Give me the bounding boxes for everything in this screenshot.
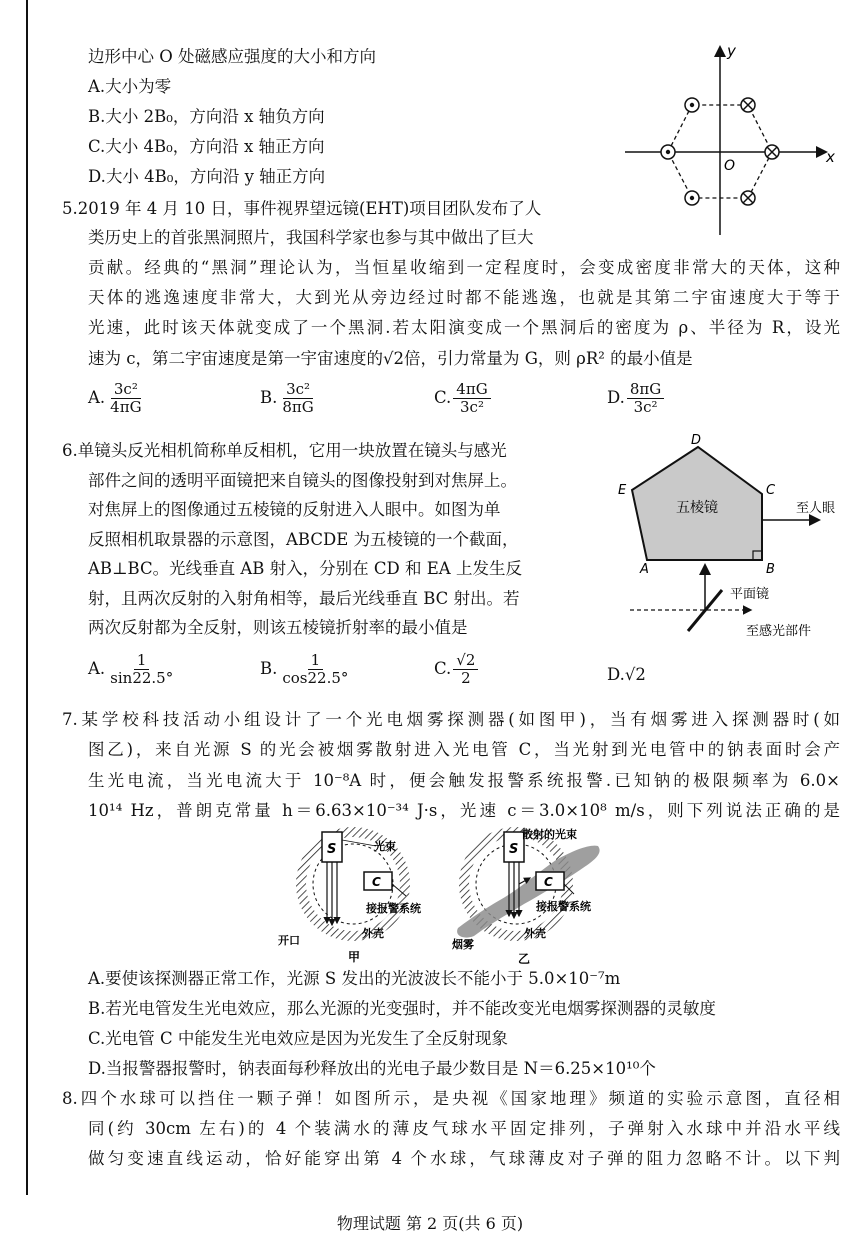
cross-in-icon bbox=[765, 145, 779, 159]
q8-line-3: 做匀变速直线运动，恰好能穿出第 4 个水球，气球薄皮对子弹的阻力忽略不计。以下判 bbox=[88, 1149, 840, 1168]
cross-in-icon bbox=[741, 191, 755, 205]
q7-b-tube-label: C bbox=[544, 875, 553, 889]
q7-option-c: C.光电管 C 中能发生光电效应是因为光发生了全反射现象 bbox=[88, 1029, 508, 1048]
q7-a-shell-label: 外壳 bbox=[362, 927, 384, 940]
q4-stem-tail: 边形中心 O 处磁感应强度的大小和方向 bbox=[88, 47, 377, 66]
q7-a-source-label: S bbox=[327, 842, 337, 857]
q6-option-c: C. $\frac{√2}{2}$ bbox=[434, 652, 478, 687]
binding-line bbox=[26, 0, 28, 1195]
q6-vertex-c: C bbox=[766, 483, 776, 498]
q7-detector-figure bbox=[278, 826, 608, 966]
q6-line-3: 对焦屏上的图像通过五棱镜的反射进入人眼中。如图为单 bbox=[88, 500, 501, 519]
q6-line-6: 射，且两次反射的入射角相等，最后光线垂直 BC 射出。若 bbox=[88, 589, 520, 608]
q7-line-1: 7.某学校科技活动小组设计了一个光电烟雾探测器(如图甲)，当有烟雾进入探测器时(如 bbox=[62, 710, 840, 729]
q7-figure-b-label: 乙 bbox=[518, 952, 531, 966]
q7-a-beam-label: 光束 bbox=[374, 840, 396, 853]
q5-line-2: 类历史上的首张黑洞照片，我国科学家也参与其中做出了巨大 bbox=[88, 228, 534, 247]
q7-a-alarm-label: 接报警系统 bbox=[366, 902, 421, 915]
q6-vertex-d: D bbox=[691, 433, 702, 448]
q5-line-6: 速为 c，第二宇宙速度是第一宇宙速度的√2倍，引力常量为 G，则 ρR² 的最小值是 bbox=[88, 349, 693, 368]
q4-hexagon-figure bbox=[620, 40, 840, 240]
cross-in-icon bbox=[741, 98, 755, 112]
q6-mirror-label: 平面镜 bbox=[730, 587, 770, 602]
q5-option-b: B. $\frac{\text{3c²}}{8\pi G}$ bbox=[260, 380, 314, 416]
q6-line-5: AB⊥BC。光线垂直 AB 射入，分别在 CD 和 EA 上发生反 bbox=[88, 559, 522, 578]
q7-b-shell-label: 外壳 bbox=[524, 927, 546, 940]
q6-option-d: D.√2 bbox=[607, 665, 646, 684]
detector-b bbox=[451, 827, 600, 966]
q7-figure-a-label: 甲 bbox=[348, 950, 361, 964]
q4-option-d: D.大小 4B₀，方向沿 y 轴正方向 bbox=[88, 167, 326, 186]
q5-option-c: C. $\frac{4\pi G}{\text{3c²}}$ bbox=[434, 381, 491, 416]
q7-b-source-label: S bbox=[509, 842, 519, 857]
dot-out-icon bbox=[685, 191, 699, 205]
q6-vertex-e: E bbox=[618, 483, 627, 498]
dot-out-icon bbox=[661, 145, 675, 159]
q7-line-2: 图乙)，来自光源 S 的光会被烟雾散射进入光电管 C，当光射到光电管中的钠表面时会产 bbox=[88, 740, 840, 759]
q7-line-3: 生光电流，当光电流大于 10⁻⁸A 时，便会触发报警系统报警.已知钠的极限频率为 6.0× bbox=[88, 771, 840, 790]
q8-line-2: 同(约 30cm 左右)的 4 个装满水的薄皮气球水平固定排列，子弹射入水球中并沿水平线 bbox=[88, 1119, 840, 1138]
q6-line-4: 反照相机取景器的示意图，ABCDE 为五棱镜的一个截面， bbox=[88, 530, 519, 549]
q6-option-b: B. $\frac{1}{\cos 22.5^\circ}$ bbox=[260, 651, 349, 687]
q5-line-3: 贡献。经典的“黑洞”理论认为，当恒星收缩到一定程度时，会变成密度非常大的天体，这种 bbox=[88, 258, 840, 277]
detector-a bbox=[278, 832, 421, 964]
q4-option-a: A.大小为零 bbox=[88, 77, 172, 96]
q6-prism-label: 五棱镜 bbox=[676, 500, 718, 516]
q7-option-b: B.若光电管发生光电效应，那么光源的光变强时，并不能改变光电烟雾探测器的灵敏度 bbox=[88, 999, 716, 1018]
q4-option-b: B.大小 2B₀，方向沿 x 轴负方向 bbox=[88, 107, 325, 126]
q7-scattered-label: 散射的光束 bbox=[522, 828, 577, 841]
q6-to-sensor-label: 至感光部件 bbox=[746, 624, 812, 639]
q5-line-4: 天体的逃逸速度非常大，大到光从旁边经过时都不能逃逸，也就是其第二宇宙速度大于等于 bbox=[88, 288, 840, 307]
q5-option-d: D. $\frac{8\pi G}{\text{3c²}}$ bbox=[607, 381, 664, 416]
q8-line-1: 8.四个水球可以挡住一颗子弹！如图所示，是央视《国家地理》频道的实验示意图，直径相 bbox=[62, 1089, 840, 1108]
q5-line-1: 5.2019 年 4 月 10 日，事件视界望远镜(EHT)项目团队发布了人 bbox=[62, 199, 542, 218]
q7-a-tube-label: C bbox=[372, 875, 381, 889]
q6-line-7: 两次反射都为全反射，则该五棱镜折射率的最小值是 bbox=[88, 618, 468, 637]
q5-option-a: A. $\frac{\text{3c²}}{4\pi G}$ bbox=[88, 380, 142, 416]
q6-to-eye-label: 至人眼 bbox=[796, 501, 836, 516]
q4-option-c: C.大小 4B₀，方向沿 x 轴正方向 bbox=[88, 137, 325, 156]
q4-axis-x-label: x bbox=[826, 148, 835, 166]
q5-line-5: 光速，此时该天体就变成了一个黑洞.若太阳演变成一个黑洞后的密度为 ρ、半径为 R，设光 bbox=[88, 318, 840, 337]
q7-option-d: D.当报警器报警时，钠表面每秒释放出的光电子最少数目是 N＝6.25×10¹⁰个 bbox=[88, 1059, 656, 1078]
q7-option-a: A.要使该探测器正常工作，光源 S 发出的光波波长不能小于 5.0×10⁻⁷m bbox=[88, 969, 621, 988]
q4-axis-y-label: y bbox=[727, 42, 736, 60]
q6-line-2: 部件之间的透明平面镜把来自镜头的图像投射到对焦屏上。 bbox=[88, 471, 517, 490]
q7-line-4: 10¹⁴ Hz，普朗克常量 h＝6.63×10⁻³⁴ J·s，光速 c＝3.0×10⁸ m/s，则下列说法正确的是 bbox=[88, 801, 840, 820]
dot-out-icon bbox=[685, 98, 699, 112]
q7-smoke-label: 烟雾 bbox=[452, 938, 474, 951]
q7-b-alarm-label: 接报警系统 bbox=[536, 900, 591, 913]
page-footer: 物理试题 第 2 页(共 6 页) bbox=[336, 1214, 524, 1233]
q6-option-a: A. $\frac{1}{\sin 22.5^\circ}$ bbox=[88, 651, 174, 687]
q6-vertex-b: B bbox=[766, 562, 775, 577]
q4-origin-label: O bbox=[724, 158, 736, 174]
q6-prism-figure bbox=[610, 432, 850, 647]
q6-line-1: 6.单镜头反光相机简称单反相机，它用一块放置在镜头与感光 bbox=[62, 441, 507, 460]
smoke-cloud bbox=[457, 846, 599, 938]
q6-vertex-a: A bbox=[640, 562, 649, 577]
q7-opening-label: 开口 bbox=[278, 934, 300, 947]
